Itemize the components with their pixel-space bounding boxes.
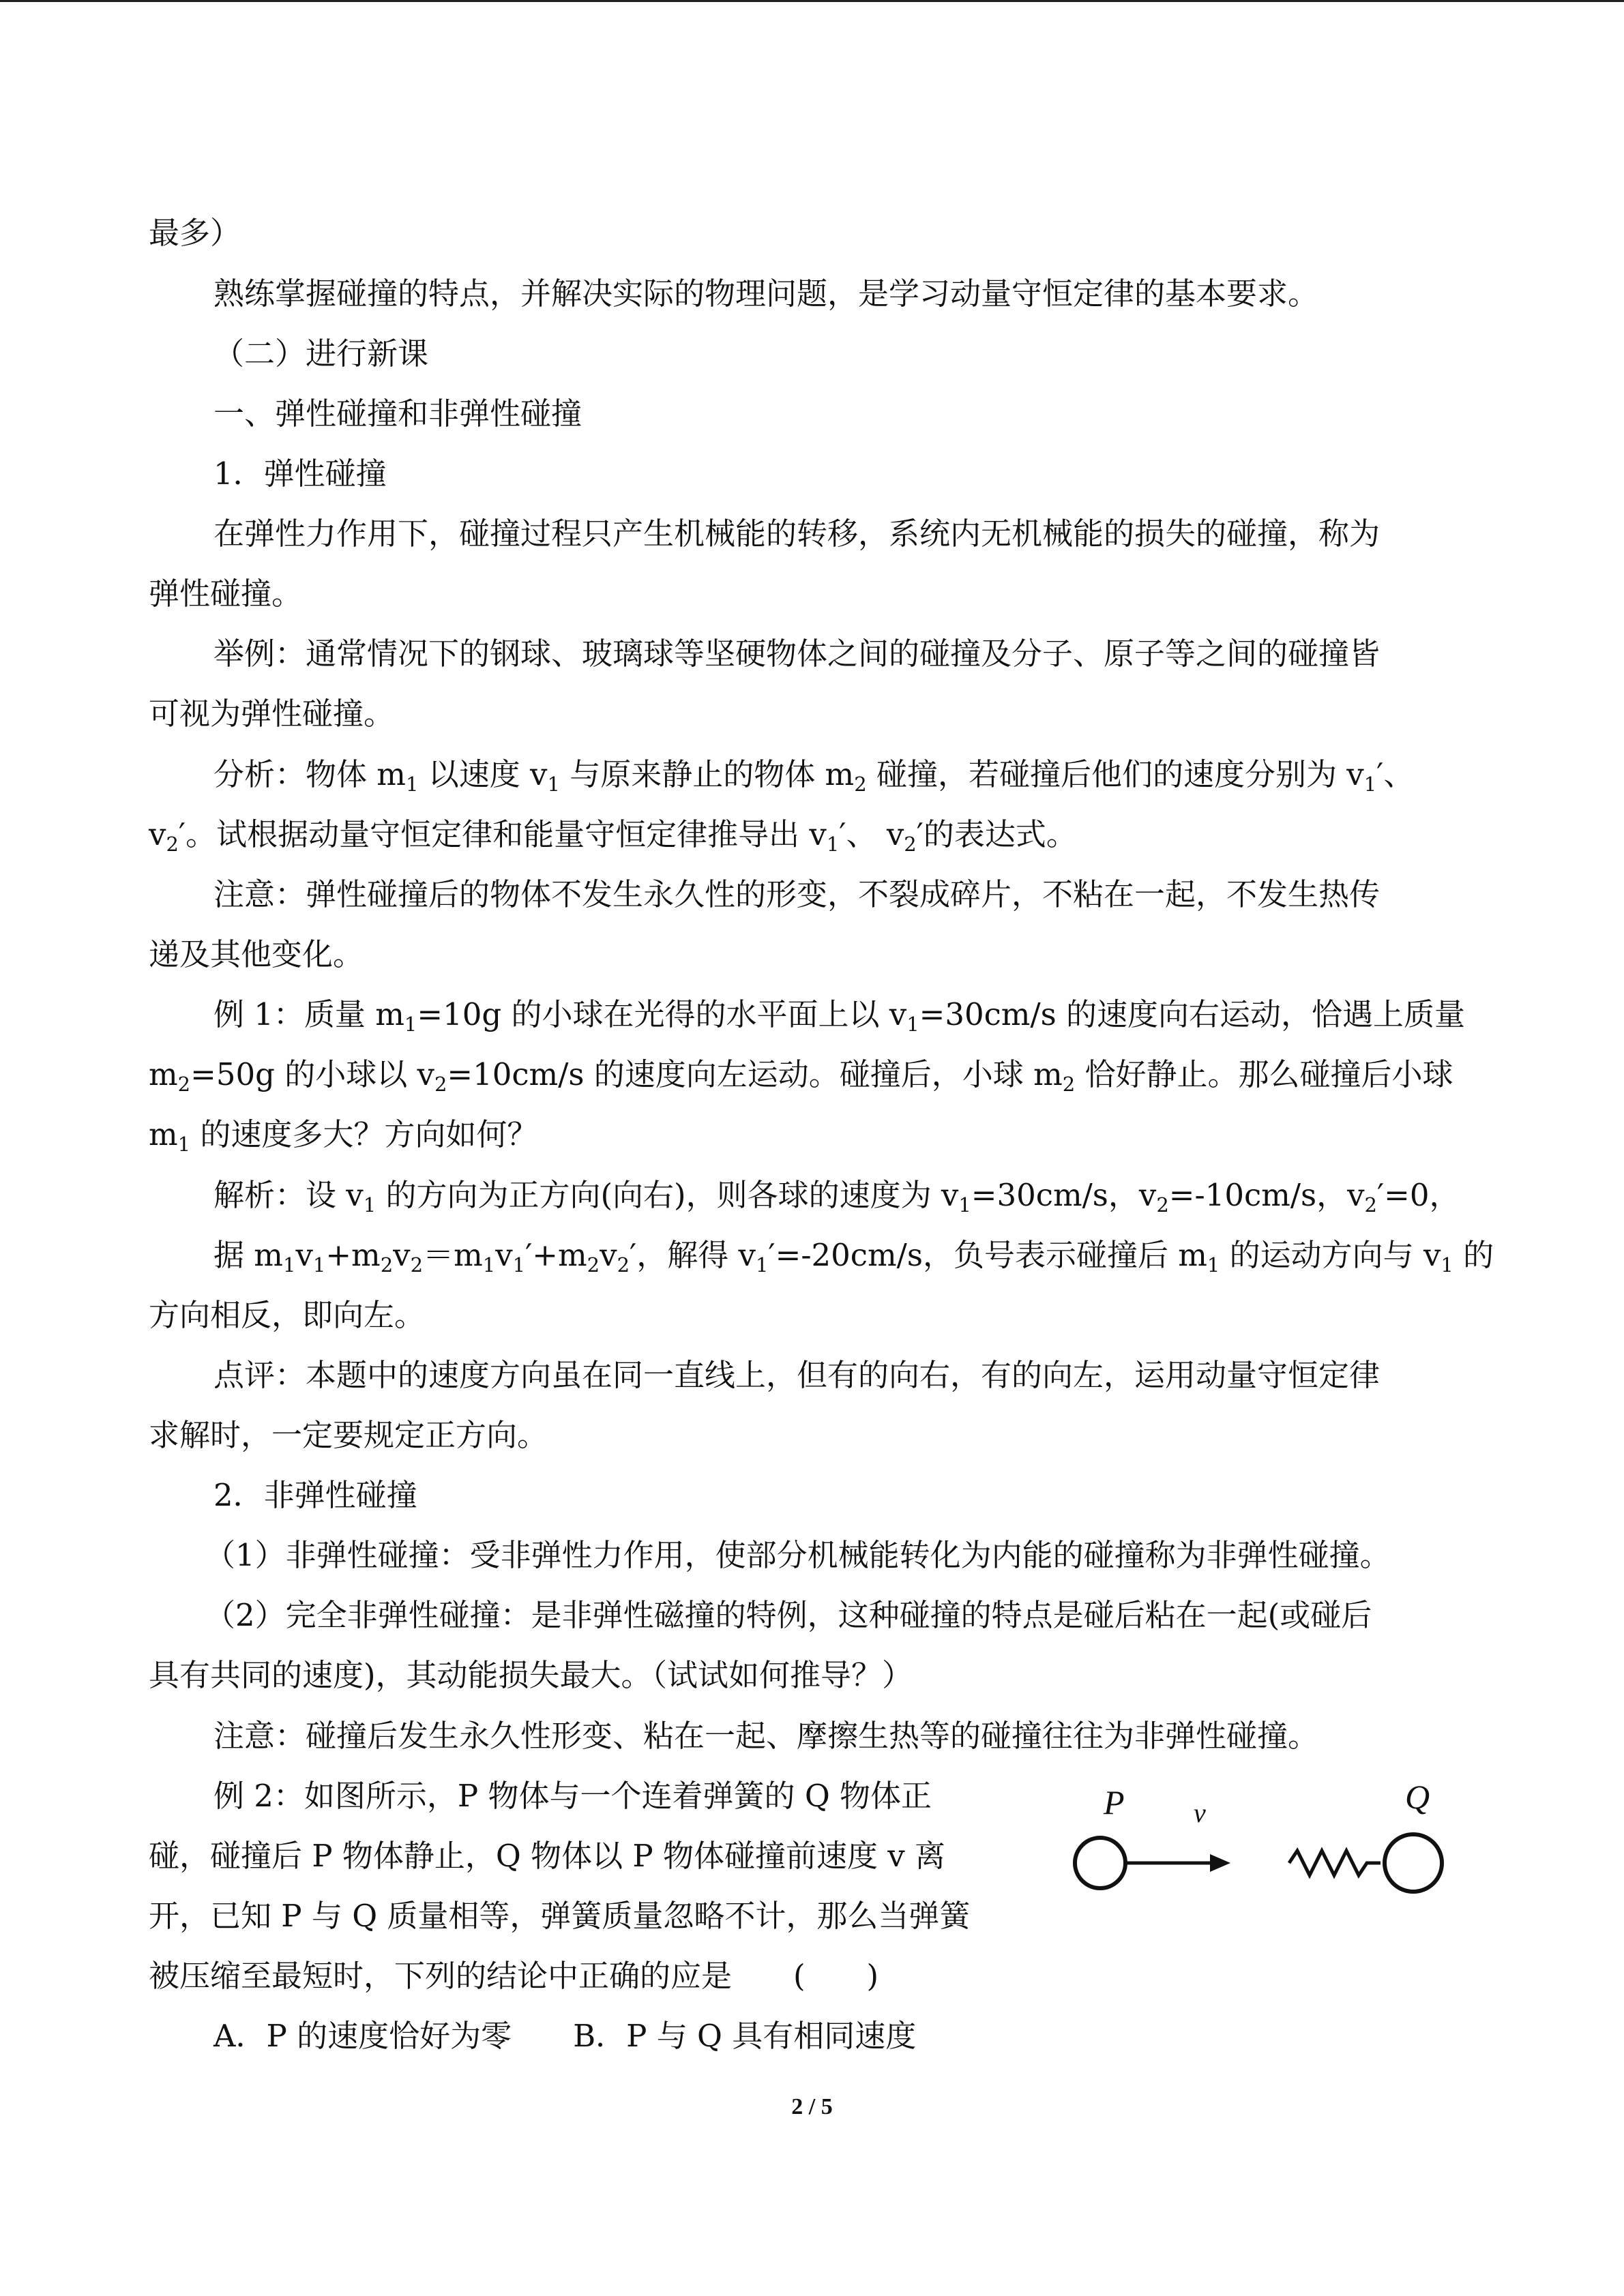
page-number: 2 / 5 [791,2094,833,2119]
text-line: 例 1：质量 $m_1=10g$ 的小球在光得的水平面上以 $v_1=30cm/s$ 的速度向右运动，恰遇上质量 [213,996,1466,1036]
text-line: $m_2=50g$ 的小球以 $v_2=10cm/s$ 的速度向左运动。碰撞后，小球 $m_2$ 恰好静止。那么碰撞后小球 [149,1056,1453,1096]
velocity-arrow-head [1210,1854,1230,1872]
text-line: 可视为弹性碰撞。 [149,696,395,732]
text-line: $v_2'$。试根据动量守恒定律和能量守恒定律推导出 $v_1'$、 $v_2'$的表达式。 [149,816,1077,856]
text-line: 注意：碰撞后发生永久性形变、粘在一起、摩擦生热等的碰撞往往为非弹性碰撞。 [213,1718,1319,1754]
section-heading: 一、弹性碰撞和非弹性碰撞 [213,396,582,432]
subsection-heading: 2．非弹性碰撞 [213,1477,417,1513]
label-p: P [1104,1783,1125,1821]
text-line: 开，已知 P 与 Q 质量相等，弹簧质量忽略不计，那么当弹簧 [149,1898,971,1934]
text-line: 最多） [149,215,241,251]
text-line: 具有共同的速度)，其动能损失最大。（试试如何推导？） [149,1657,913,1693]
text-line: 在弹性力作用下，碰撞过程只产生机械能的转移，系统内无机械能的损失的碰撞，称为 [213,516,1381,552]
text-line: $m_1$ 的速度多大？方向如何？ [149,1116,538,1156]
text-line: 方向相反，即向左。 [149,1297,426,1333]
text-line: 递及其他变化。 [149,936,364,972]
text-line: 点评：本题中的速度方向虽在同一直线上，但有的向右，有的向左，运用动量守恒定律 [213,1357,1381,1393]
spring [1289,1851,1381,1875]
text-line: 注意：弹性碰撞后的物体不发生永久性的形变，不裂成碎片，不粘在一起，不发生热传 [213,876,1381,912]
text-line: 被压缩至最短时，下列的结论中正确的应是 ( ) [149,1958,879,1994]
collision-diagram [1050,1773,1473,1916]
ball-p [1075,1838,1125,1888]
text-line: 据 $m_1v_1+m_2v_2=m_1v_1'+m_2v_2'$，解得 $v_1'=-20cm/s$，负号表示碰撞后 $m_1$ 的运动方向与 $v_1$ 的 [213,1237,1494,1277]
answer-options: A．P 的速度恰好为零 B．P 与 Q 具有相同速度 [213,2018,917,2054]
text-line: 解析：设 $v_1$ 的方向为正方向(向右)，则各球的速度为 $v_1=30cm/s$，$v_2=-10cm/s$，$v_2'=0$， [213,1177,1460,1217]
page-top-border [0,0,1624,2]
label-v: v [1194,1798,1206,1828]
subsection-heading: 1．弹性碰撞 [213,456,387,492]
section-heading: （二）进行新课 [213,336,429,372]
text-line: 熟练掌握碰撞的特点，并解决实际的物理问题，是学习动量守恒定律的基本要求。 [213,275,1319,312]
ball-q [1385,1834,1442,1892]
text-line: 举例：通常情况下的钢球、玻璃球等坚硬物体之间的碰撞及分子、原子等之间的碰撞皆 [213,636,1381,672]
text-line: 弹性碰撞。 [149,576,303,612]
label-q: Q [1405,1778,1430,1816]
text-line: 例 2：如图所示，P 物体与一个连着弹簧的 Q 物体正 [213,1778,932,1814]
text-line: 分析：物体 $m_1$ 以速度 $v_1$ 与原来静止的物体 $m_2$ 碰撞，若碰撞后他们的速度分别为 $v_1'$、 [213,756,1415,796]
text-line: （2）完全非弹性碰撞：是非弹性磁撞的特例，这种碰撞的特点是碰后粘在一起(或碰后 [205,1597,1372,1633]
text-line: 碰，碰撞后 P 物体静止，Q 物体以 P 物体碰撞前速度 v 离 [149,1838,946,1874]
text-line: 求解时，一定要规定正方向。 [149,1417,548,1453]
text-line: （1）非弹性碰撞：受非弹性力作用，使部分机械能转化为内能的碰撞称为非弹性碰撞。 [205,1537,1391,1573]
